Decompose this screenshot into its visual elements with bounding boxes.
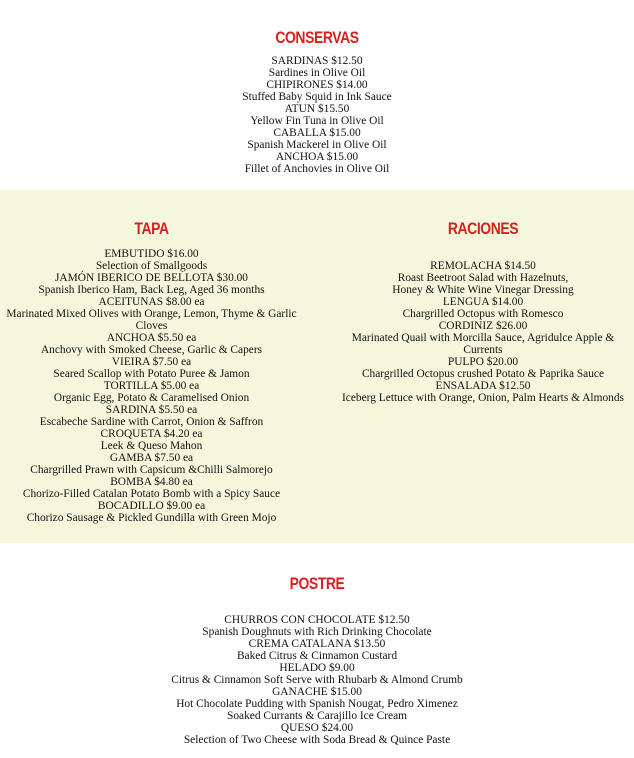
menu-line: LENGUA $14.00 [442,296,524,308]
menu-line: Soaked Currants & Carajillo Ice Cream [227,710,407,722]
menu-line: Chargrilled Prawn with Capsicum &Chilli Salmorejo [30,464,273,476]
menu-line: Stuffed Baby Squid in Ink Sauce [242,91,392,103]
menu-line: CREMA CATALANA $13.50 [248,638,386,650]
conservas-section [0,0,634,190]
menu-line: Chargrilled Octopus with Romesco [402,308,564,320]
menu-line: ENSALADA $12.50 [435,380,531,392]
menu-line: Citrus & Cinnamon Soft Serve with Rhubarb & Almond Crumb [171,674,463,686]
tapa-heading: TAPA [134,219,169,238]
menu-line: Organic Egg, Potato & Caramelised Onion [53,392,250,404]
menu-line: CABALLA $15.00 [273,127,361,139]
conservas-heading: CONSERVAS [275,28,359,47]
menu-line: EMBUTIDO $16.00 [104,248,199,260]
menu-line: CORDINIZ $26.00 [438,320,528,332]
menu-line: ANCHOA $15.00 [275,151,359,163]
menu-line: SARDINAS $12.50 [271,55,363,67]
menu-line: HELADO $9.00 [279,662,355,674]
menu-line: CROQUETA $4.20 ea [100,428,203,440]
menu-line: Selection of Smallgoods [95,260,208,272]
menu-line: Leek & Queso Mahon [100,440,203,452]
tapa-list [0,248,303,524]
menu-line: BOCADILLO $9.00 ea [97,500,206,512]
menu-line: PULPO $20.00 [447,356,519,368]
menu-line: Spanish Mackerel in Olive Oil [247,139,387,151]
menu-line: ATUN $15.50 [284,103,350,115]
menu-line: QUESO $24.00 [280,722,354,734]
raciones-heading: RACIONES [447,219,519,238]
menu-line: VIEIRA $7.50 ea [111,356,192,368]
menu-line: ANCHOA $5.50 ea [106,332,197,344]
tapa-section [0,190,303,543]
menu-line: Hot Chocolate Pudding with Spanish Nougat, Pedro Ximenez [176,698,458,710]
menu-line: Sardines in Olive Oil [268,67,366,79]
menu-line: Yellow Fin Tuna in Olive Oil [250,115,384,127]
tapa-raciones-band [0,190,634,543]
postre-section [0,543,634,758]
menu-line: Marinated Quail with Morcilla Sauce, Agridulce Apple & Currents [351,332,615,356]
menu-line: SARDINA $5.50 ea [105,404,198,416]
postre-list [0,614,634,746]
menu-line: Escabeche Sardine with Carrot, Onion & Saffron [39,416,264,428]
menu-line: ACEITUNAS $8.00 ea [98,296,205,308]
menu-line: Spanish Iberico Ham, Back Leg, Aged 36 months [38,284,265,296]
menu-line: Spanish Doughnuts with Rich Drinking Chocolate [202,626,432,638]
menu-line: Chargrilled Octopus crushed Potato & Paprika Sauce [361,368,605,380]
menu-line: REMOLACHA $14.50 [430,260,536,272]
menu-line: CHIPIRONES $14.00 [266,79,368,91]
menu-line: Chorizo Sausage & Pickled Gundilla with Green Mojo [26,512,277,524]
menu-line: TORTILLA $5.00 ea [103,380,200,392]
raciones-list [333,260,633,404]
menu-line: Roast Beetroot Salad with Hazelnuts, [397,272,569,284]
menu-line: GAMBA $7.50 ea [109,452,194,464]
menu-line: Selection of Two Cheese with Soda Bread & Quince Paste [183,734,451,746]
menu-line: Chorizo-Filled Catalan Potato Bomb with a Spicy Sauce [22,488,281,500]
menu-line: Honey & White Wine Vinegar Dressing [392,284,574,296]
menu-line: Baked Citrus & Cinnamon Custard [236,650,398,662]
menu-line: Anchovy with Smoked Cheese, Garlic & Capers [40,344,263,356]
menu-line: CHURROS CON CHOCOLATE $12.50 [224,614,410,626]
menu-line: Fillet of Anchovies in Olive Oil [244,163,390,175]
raciones-section [333,190,633,543]
conservas-list [0,55,634,175]
postre-heading: POSTRE [289,574,345,593]
menu-line: Iceberg Lettuce with Orange, Onion, Palm Hearts & Almonds [342,392,624,404]
menu-line: Seared Scallop with Potato Puree & Jamon [53,368,250,380]
menu-line: BOMBA $4.80 ea [110,476,193,488]
menu-line: Marinated Mixed Olives with Orange, Lemon, Thyme & Garlic Cloves [6,308,297,332]
menu-line: JAMÓN IBERICO DE BELLOTA $30.00 [54,272,249,284]
menu-line: GANACHE $15.00 [272,686,362,698]
